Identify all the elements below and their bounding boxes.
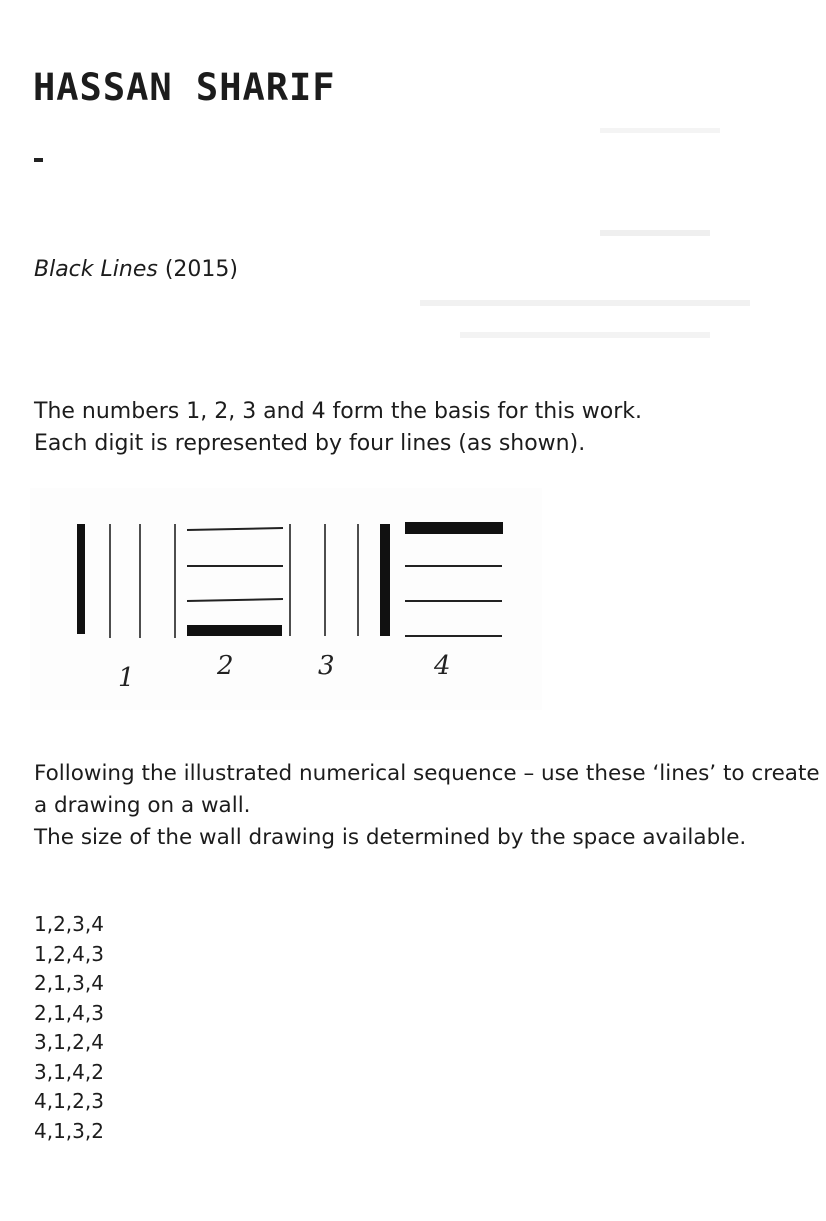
sequence-item: 2,1,3,4 — [34, 971, 104, 995]
instructions-line: a drawing on a wall. — [34, 793, 251, 818]
digit-label: 1 — [118, 663, 135, 693]
work-year: (2015) — [164, 257, 238, 282]
sequence-item: 3,1,4,2 — [34, 1059, 104, 1084]
digit-label: 3 — [318, 651, 335, 681]
sequence-item: 4,1,2,3 — [34, 1089, 104, 1113]
digit-label: 2 — [217, 651, 234, 681]
intro-line: Each digit is represented by four lines (as shown). — [34, 431, 586, 456]
instructions-paragraph — [34, 758, 820, 854]
author-name: HASSAN SHARIF — [33, 66, 336, 109]
sequence-item: 4,1,3,2 — [34, 1118, 104, 1143]
digit-label: 4 — [434, 651, 451, 681]
intro-paragraph — [34, 396, 642, 460]
intro-line: The numbers 1, 2, 3 and 4 form the basis for this work. — [34, 399, 643, 424]
sequence-list — [34, 910, 104, 1146]
sequence-item: 1,2,4,3 — [34, 941, 104, 966]
thick-line — [187, 625, 282, 636]
diagram-background — [30, 488, 542, 710]
separator-dash — [34, 158, 43, 162]
work-title-text: Black Lines — [34, 257, 158, 282]
thick-line — [405, 522, 503, 534]
sequence-item: 3,1,2,4 — [34, 1030, 104, 1054]
instructions-line: The size of the wall drawing is determined by the space available. — [34, 825, 747, 850]
thick-line — [77, 524, 85, 634]
line-diagram — [30, 488, 542, 710]
thick-line — [380, 524, 390, 636]
work-title — [34, 257, 238, 282]
sequence-item: 1,2,3,4 — [34, 912, 104, 936]
instructions-line: Following the illustrated numerical sequence – use these ‘lines’ to create — [34, 761, 820, 786]
sequence-item: 2,1,4,3 — [34, 1000, 104, 1025]
